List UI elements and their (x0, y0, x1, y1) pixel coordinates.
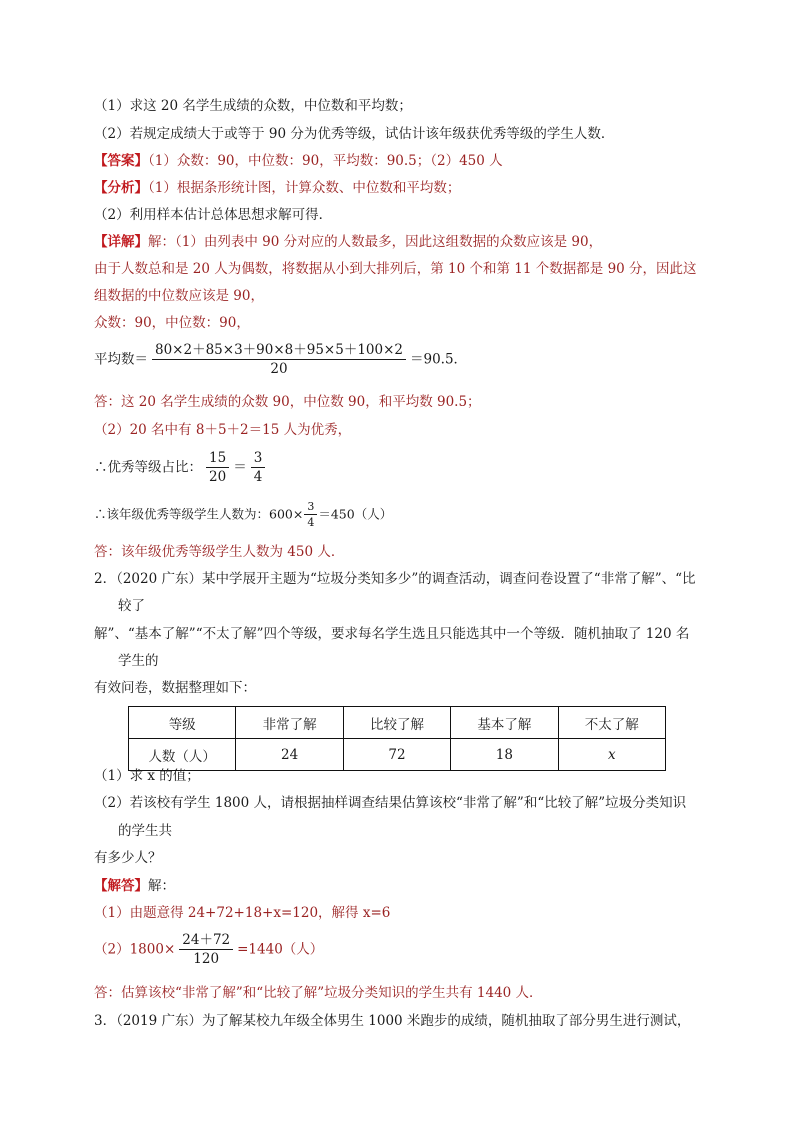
q2-sub1: （1）求 x 的值； (94, 768, 200, 784)
count-den: 4 (307, 516, 315, 529)
table-row (129, 739, 666, 771)
ratio-formula (94, 450, 269, 485)
q2-stem-4: 学生的 (118, 653, 159, 669)
sol2-num: 24＋72 (179, 932, 233, 950)
mean-result: ＝90.5． (409, 351, 468, 368)
detail-text-1: 解：（1）由列表中 90 分对应的人数最多，因此这组数据的众数应该是 90， (148, 234, 603, 250)
mean-label: 平均数＝ (94, 351, 148, 368)
analysis-tag: 【分析】 (94, 180, 148, 196)
q1-answer-line (94, 151, 503, 171)
q2-sub2a: （2）若该校有学生 1800 人，请根据抽样调查结果估算该校“非常了解”和“比较了解”垃圾分类知识 (94, 795, 687, 811)
table-cell: 人数（人） (129, 739, 236, 771)
q2-sub2b: 的学生共 (118, 823, 172, 839)
count-fraction (304, 500, 317, 529)
analysis-text-1: （1）根据条形统计图，计算众数、中位数和平均数； (148, 180, 461, 196)
table-cell: 等级 (129, 707, 236, 739)
ratio-label: ∴优秀等级占比： (94, 459, 202, 476)
table-header-row (129, 707, 666, 739)
table-cell: x (558, 739, 665, 771)
ratio-fraction-1 (206, 450, 229, 485)
mean-fraction (152, 342, 406, 377)
mean-formula (94, 342, 467, 377)
q1-analysis-line (94, 178, 460, 198)
ratio-num-1: 15 (206, 450, 229, 468)
conclusion-1: 答：这 20 名学生成绩的众数 90，中位数 90，和平均数 90.5； (94, 394, 481, 410)
q2-solution-line (94, 876, 175, 896)
ratio-num-2: 3 (251, 450, 266, 468)
mean-numerator: 80×2＋85×3＋90×8＋95×5＋100×2 (152, 342, 406, 360)
mean-denominator: 20 (270, 361, 288, 377)
q2-stem-3: 解”、“基本了解”“不太了解”四个等级，要求每名学生选且只能选其中一个等级．随机抽取了 120 名 (94, 626, 690, 642)
detail-text-4: 众数：90，中位数：90， (94, 315, 250, 331)
sol2-den: 120 (193, 951, 220, 967)
q2-stem-1: 2．（2020 广东）某中学展开主题为“垃圾分类知多少”的调查活动，调查问卷设置了“非常了解”、“比 (94, 571, 696, 587)
q1-sub1: （1）求这 20 名学生成绩的众数，中位数和平均数； (94, 98, 412, 114)
count-label: ∴该年级优秀等级学生人数为： (94, 506, 270, 522)
count-num: 3 (304, 500, 317, 515)
q2-stem-2: 较了 (118, 598, 145, 614)
ratio-den-1: 20 (209, 469, 227, 485)
count-formula (94, 500, 392, 529)
analysis-text-2: （2）利用样本估计总体思想求解可得． (94, 207, 333, 223)
count-pre: 600× (269, 506, 304, 522)
solution-lead: 解： (148, 878, 175, 894)
table-cell: 不太了解 (558, 707, 665, 739)
answer-tag: 【答案】 (94, 153, 148, 169)
table-cell: 比较了解 (343, 707, 450, 739)
ratio-den-2: 4 (253, 469, 263, 485)
q2-conclusion: 答：估算该校“非常了解”和“比较了解”垃圾分类知识的学生共有 1440 人． (94, 985, 543, 1001)
sol2-post: =1440（人） (237, 941, 324, 958)
solution-tag: 【解答】 (94, 878, 148, 894)
q2-sub2c: 有多少人？ (94, 850, 162, 866)
q2-sol2-formula (94, 932, 323, 967)
detail-tag: 【详解】 (94, 234, 148, 250)
conclusion-2: 答：该年级优秀等级学生人数为 450 人． (94, 544, 345, 560)
count-post: ＝450（人） (318, 506, 393, 522)
q1-detail-line (94, 232, 602, 252)
ratio-fraction-2 (251, 450, 266, 485)
detail-text-3: 组数据的中位数应该是 90， (94, 288, 264, 304)
q2-stem-5: 有效问卷，数据整理如下： (94, 680, 256, 696)
table-cell: 24 (236, 739, 343, 771)
detail-text-2: 由于人数总和是 20 人为偶数，将数据从小到大排列后，第 10 个和第 11 个数据都是 90 分，因此这 (94, 261, 697, 277)
sol2-fraction (179, 932, 233, 967)
part-2-text: （2）20 名中有 8＋5＋2＝15 人为优秀， (94, 422, 352, 438)
ratio-equals: ＝ (233, 459, 247, 476)
q3-stem-1: 3．（2019 广东）为了解某校九年级全体男生 1000 米跑步的成绩，随机抽取了部分男生进行测试， (94, 1013, 691, 1029)
q1-sub2: （2）若规定成绩大于或等于 90 分为优秀等级，试估计该年级获优秀等级的学生人数． (94, 126, 615, 142)
table-cell: 18 (451, 739, 558, 771)
sol2-pre: （2）1800× (94, 941, 176, 958)
survey-table (128, 706, 666, 771)
table-cell: 72 (343, 739, 450, 771)
answer-text: （1）众数：90，中位数：90，平均数：90.5；（2）450 人 (148, 153, 503, 169)
table-cell: 基本了解 (451, 707, 558, 739)
table-cell: 非常了解 (236, 707, 343, 739)
q2-sol1: （1）由题意得 24+72+18+x=120，解得 x=6 (94, 905, 391, 921)
